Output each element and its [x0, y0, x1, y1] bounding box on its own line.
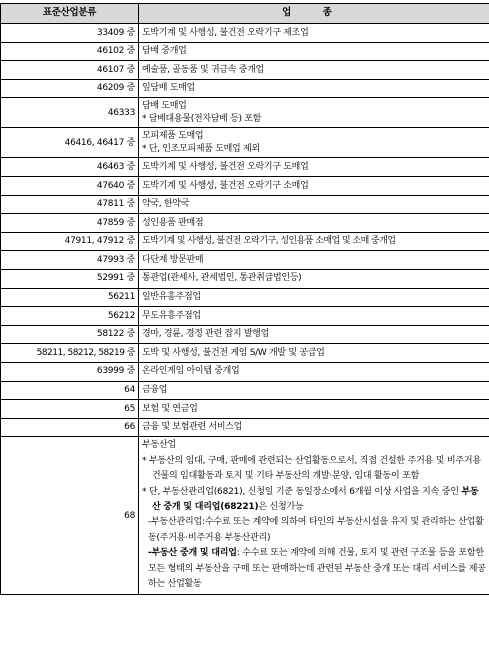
industry-code: 63999 중 — [1, 362, 139, 381]
industry-code: 46107 중 — [1, 61, 139, 80]
industry-name: 무도유흥주점업 — [139, 307, 489, 326]
table-row — [1, 42, 489, 61]
industry-code: 58211, 58212, 58219 중 — [1, 344, 139, 363]
industry-name: 도박기계 및 사행성, 불건전 오락기구, 성인용품 소매업 및 소매 중개업 — [139, 232, 489, 251]
industry-name: 보험 및 연금업 — [139, 400, 489, 419]
industry-name: 잎담배 도매업 — [139, 79, 489, 98]
header-standard-industry-code: 표준산업분류 — [1, 4, 139, 24]
industry-name: 담배 중개업 — [139, 42, 489, 61]
industry-code: 66 — [1, 418, 139, 437]
industry-name: 도박기계 및 사행성, 불건전 오락기구 제조업 — [139, 24, 489, 43]
industry-name: 통관업(관세사, 관세법인, 통관취급법인등) — [139, 269, 489, 288]
industry-name: 도박기계 및 사행성, 불건전 오락기구 도매업 — [139, 158, 489, 177]
industry-name: 부동산업 — [142, 440, 176, 451]
industry-name: 경마, 경륜, 경정 관련 잡지 발행업 — [139, 325, 489, 344]
industry-note-exception: * 단, 부동산관리업(6821), 신청일 기준 동일장소에서 6개월 이상 사업을 지속 중인 부동산 중개 및 대리업(68221)은 신청가능 — [142, 486, 479, 512]
table-header-row — [1, 4, 489, 24]
industry-name: 온라인게임 아이템 중개업 — [139, 362, 489, 381]
industry-subnote-property-management: -부동산관리업:수수료 또는 계약에 의하여 타인의 부동산시설을 유지 및 관리하는 산업활동(주거용·비주거용 부동산관리) — [148, 517, 484, 543]
table-row — [1, 61, 489, 80]
industry-note: * 담배대용물(전자담배 등) 포함 — [142, 113, 262, 124]
industry-note: * 부동산의 임대, 구매, 판매에 관련되는 산업활동으로서, 직접 건설한 주거용 및 비주거용 건물의 임대활동과 토지 및 기타 부동산의 개발·분양, 임대 활동이 포함 — [142, 455, 481, 482]
table-row — [1, 79, 489, 98]
table-row — [1, 232, 489, 251]
table-row — [1, 214, 489, 233]
industry-code: 46463 중 — [1, 158, 139, 177]
table-row — [1, 362, 489, 381]
industry-code: 56212 — [1, 307, 139, 326]
table-row — [1, 400, 489, 419]
industry-name: 도박 및 사행성, 불건전 게임 S/W 개발 및 공급업 — [139, 344, 489, 363]
industry-name: 금융업 — [139, 381, 489, 400]
industry-name: 예술품, 골동품 및 귀금속 중개업 — [139, 61, 489, 80]
table-row — [1, 418, 489, 437]
industry-name: 일반유흥주점업 — [139, 288, 489, 307]
table-row — [1, 288, 489, 307]
industry-name: 약국, 한약국 — [139, 195, 489, 214]
industry-code: 47640 중 — [1, 176, 139, 195]
industry-code: 47811 중 — [1, 195, 139, 214]
industry-code: 46209 중 — [1, 79, 139, 98]
industry-name: 성인용품 판매점 — [139, 214, 489, 233]
industry-name: 다단계 방문판매 — [139, 251, 489, 270]
industry-code: 65 — [1, 400, 139, 419]
table-row — [1, 24, 489, 43]
industry-name: 모피제품 도매업 — [142, 131, 204, 142]
table-row — [1, 98, 489, 128]
industry-code: 46102 중 — [1, 42, 139, 61]
industry-name: 담배 도매업 — [142, 101, 187, 112]
industry-code: 46416, 46417 중 — [1, 128, 139, 158]
industry-code: 47993 중 — [1, 251, 139, 270]
industry-code: 56211 — [1, 288, 139, 307]
industry-code: 64 — [1, 381, 139, 400]
industry-code: 47911, 47912 중 — [1, 232, 139, 251]
header-industry: 업 종 — [139, 4, 489, 24]
industry-name: 금융 및 보험관련 서비스업 — [139, 418, 489, 437]
table-row — [1, 269, 489, 288]
industry-subnote-brokerage: -부동산 중개 및 대리업: 수수료 또는 계약에 의해 건물, 토지 및 관련 구조물 등을 포함한 모든 형태의 부동산을 구매 또는 판매하는데 관련된 부동산 중개 또는 대리 서비스를 제공하는 산업활동 — [148, 548, 486, 589]
table-row-real-estate — [1, 437, 489, 595]
industry-code: 47859 중 — [1, 214, 139, 233]
table-row — [1, 195, 489, 214]
industry-table — [0, 3, 489, 595]
table-row — [1, 158, 489, 177]
industry-code: 52991 중 — [1, 269, 139, 288]
industry-code: 33409 중 — [1, 24, 139, 43]
industry-code: 58122 중 — [1, 325, 139, 344]
table-row — [1, 307, 489, 326]
table-row — [1, 344, 489, 363]
industry-note: * 단, 인조모피제품 도매업 제외 — [142, 143, 260, 154]
table-row — [1, 251, 489, 270]
table-row — [1, 128, 489, 158]
industry-name: 도박기계 및 사행성, 불건전 오락기구 소매업 — [139, 176, 489, 195]
table-row — [1, 381, 489, 400]
table-row — [1, 325, 489, 344]
table-row — [1, 176, 489, 195]
industry-code: 46333 — [1, 98, 139, 128]
industry-code: 68 — [1, 437, 139, 595]
